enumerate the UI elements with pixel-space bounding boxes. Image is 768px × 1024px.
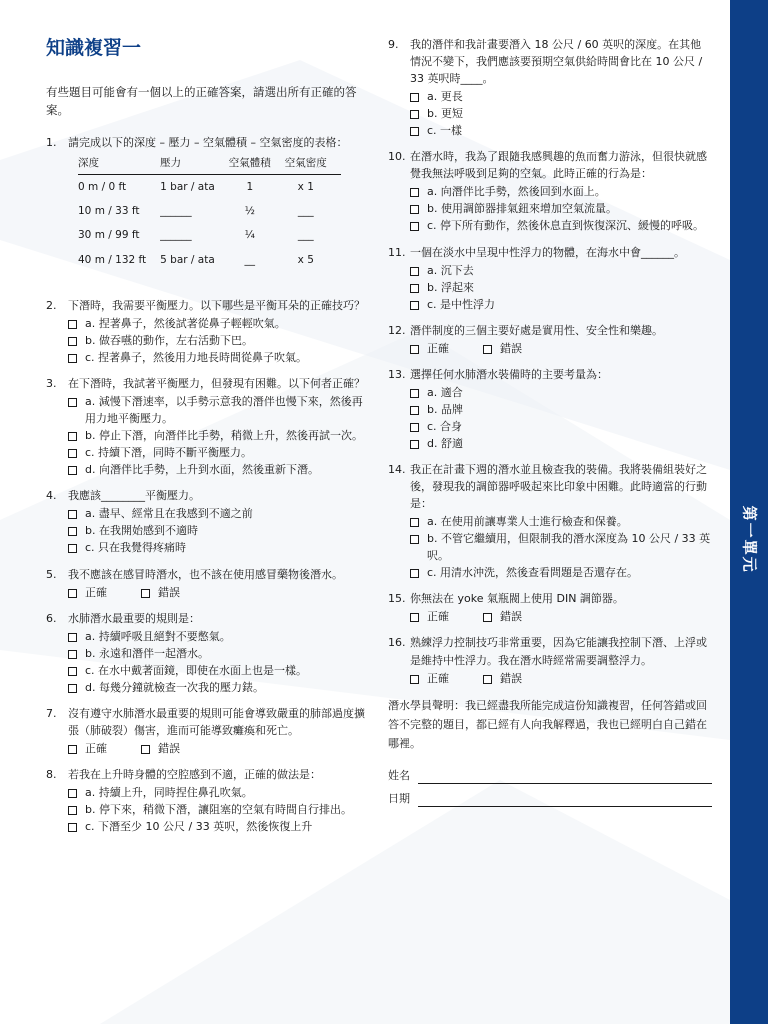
- true-option[interactable]: 正確: [410, 340, 449, 357]
- question-12: [388, 322, 712, 357]
- checkbox[interactable]: [410, 535, 419, 544]
- answer-option[interactable]: b. 停下來，稍微下潛，讓阻塞的空氣有時間自行排出。: [68, 801, 368, 818]
- table-cell: x 1: [297, 180, 314, 193]
- question-7: [46, 705, 368, 757]
- question-15: [388, 590, 712, 625]
- question-text: 你無法在 yoke 氣瓶閥上使用 DIN 調節器。: [410, 592, 624, 606]
- answer-option[interactable]: a. 持續上升，同時捏住鼻孔吹氣。: [68, 784, 368, 801]
- table-row: [78, 199, 341, 223]
- question-1: [46, 134, 368, 273]
- answer-option[interactable]: d. 舒適: [410, 435, 712, 452]
- table-cell[interactable]: ______: [160, 229, 192, 242]
- table-cell[interactable]: ___: [297, 205, 314, 218]
- answer-option[interactable]: c. 下潛至少 10 公尺 / 33 英呎，然後恢復上升: [68, 818, 368, 835]
- checkbox[interactable]: [68, 789, 77, 798]
- table-cell: 1 bar / ata: [160, 180, 215, 193]
- question-text: 潛伴制度的三個主要好處是實用性、安全性和樂趣。: [410, 323, 663, 337]
- question-text: 我正在計畫下週的潛水並且檢查我的裝備。我將裝備組裝好之後，發現我的調節器呼吸起來比印象中困難。此時適當的行動是：: [410, 463, 707, 511]
- date-label: 日期: [388, 792, 410, 806]
- table-row: [78, 174, 341, 199]
- answer-option[interactable]: b. 永遠和潛伴一起潛水。: [68, 645, 368, 662]
- checkbox[interactable]: [141, 745, 150, 754]
- question-text: 水肺潛水最重要的規則是：: [68, 611, 200, 625]
- answer-option[interactable]: b. 停止下潛，向潛伴比手勢，稍微上升，然後再試一次。: [68, 427, 368, 444]
- false-option[interactable]: 錯誤: [483, 608, 522, 625]
- right-column: [388, 36, 712, 807]
- question-10: [388, 148, 712, 234]
- checkbox[interactable]: [410, 345, 419, 354]
- question-number: 13.: [388, 367, 406, 381]
- checkbox[interactable]: [68, 589, 77, 598]
- answer-option[interactable]: d. 向潛伴比手勢，上升到水面，然後重新下潛。: [68, 461, 368, 478]
- question-number: 16.: [388, 636, 406, 650]
- depth-table: [78, 155, 341, 272]
- checkbox[interactable]: [483, 675, 492, 684]
- answer-option[interactable]: d. 每幾分鐘就檢查一次我的壓力錶。: [68, 679, 368, 696]
- answer-option[interactable]: a. 盡早、經常且在我感到不適之前: [68, 505, 368, 522]
- question-text: 我應該________平衡壓力。: [68, 489, 200, 503]
- checkbox[interactable]: [68, 354, 77, 363]
- checkbox[interactable]: [483, 613, 492, 622]
- checkbox[interactable]: [68, 745, 77, 754]
- answer-option[interactable]: b. 做吞嚥的動作，左右活動下巴。: [68, 332, 368, 349]
- date-signature-field[interactable]: [388, 790, 712, 807]
- intro-text: 有些題目可能會有一個以上的正確答案，請選出所有正確的答案。: [46, 84, 357, 118]
- question-text: 請完成以下的深度 – 壓力 – 空氣體積 – 空氣密度的表格：: [68, 136, 348, 150]
- checkbox[interactable]: [410, 127, 419, 136]
- question-text: 下潛時，我需要平衡壓力。以下哪些是平衡耳朵的正確技巧？: [68, 298, 365, 312]
- checkbox[interactable]: [483, 345, 492, 354]
- name-line[interactable]: [418, 771, 712, 784]
- table-cell: ½: [244, 205, 255, 218]
- checkbox[interactable]: [68, 432, 77, 441]
- checkbox[interactable]: [410, 93, 419, 102]
- question-number: 6.: [46, 611, 57, 625]
- answer-option[interactable]: a. 更長: [410, 88, 712, 105]
- answer-option[interactable]: a. 沉下去: [410, 262, 712, 279]
- checkbox[interactable]: [410, 613, 419, 622]
- answer-option[interactable]: b. 在我開始感到不適時: [68, 522, 368, 539]
- question-text: 一個在淡水中呈現中性浮力的物體，在海水中會______。: [410, 245, 685, 259]
- checkbox[interactable]: [68, 684, 77, 693]
- question-9: [388, 36, 712, 139]
- question-text: 沒有遵守水肺潛水最重要的規則可能會導致嚴重的肺部過度擴張（肺破裂）傷害，進而可能導致癱瘓和死亡。: [68, 706, 365, 737]
- checkbox[interactable]: [410, 205, 419, 214]
- question-number: 12.: [388, 323, 406, 337]
- table-cell[interactable]: ___: [297, 229, 314, 242]
- question-11: [388, 244, 712, 313]
- question-13: [388, 366, 712, 452]
- checkbox[interactable]: [410, 188, 419, 197]
- checkbox[interactable]: [68, 337, 77, 346]
- question-number: 5.: [46, 567, 57, 581]
- table-row: [78, 248, 341, 272]
- table-cell: x 5: [297, 253, 314, 266]
- table-cell: 5 bar / ata: [160, 253, 215, 266]
- table-cell[interactable]: ______: [160, 205, 192, 218]
- question-4: [46, 487, 368, 556]
- checkbox[interactable]: [68, 806, 77, 815]
- answer-option[interactable]: a. 適合: [410, 384, 712, 401]
- checkbox[interactable]: [410, 569, 419, 578]
- table-cell: 30 m / 99 ft: [78, 229, 140, 242]
- table-cell: 10 m / 33 ft: [78, 205, 140, 218]
- question-text: 若我在上升時身體的空腔感到不適，正確的做法是：: [68, 767, 321, 781]
- table-row: [78, 223, 341, 247]
- question-text: 在下潛時，我試著平衡壓力，但發現有困難。以下何者正確？: [68, 377, 365, 391]
- answer-option[interactable]: a. 減慢下潛速率，以手勢示意我的潛伴也慢下來，然後再用力地平衡壓力。: [68, 393, 368, 427]
- checkbox[interactable]: [68, 398, 77, 407]
- checkbox[interactable]: [68, 466, 77, 475]
- answer-option[interactable]: c. 是中性浮力: [410, 296, 712, 313]
- answer-option[interactable]: c. 捏著鼻子，然後用力地長時間從鼻子吹氣。: [68, 349, 368, 366]
- question-3: [46, 375, 368, 478]
- answer-option[interactable]: b. 浮起來: [410, 279, 712, 296]
- table-header: 空氣密度: [285, 155, 341, 175]
- answer-option[interactable]: b. 品牌: [410, 401, 712, 418]
- false-option[interactable]: 錯誤: [483, 340, 522, 357]
- answer-option[interactable]: a. 捏著鼻子，然後試著從鼻子輕輕吹氣。: [68, 315, 368, 332]
- checkbox[interactable]: [68, 667, 77, 676]
- answer-option[interactable]: c. 只在我覺得疼痛時: [68, 539, 368, 556]
- checkbox[interactable]: [410, 267, 419, 276]
- table-header: 深度: [78, 155, 160, 175]
- name-signature-field[interactable]: [388, 767, 712, 784]
- false-option[interactable]: 錯誤: [483, 670, 522, 687]
- checkbox[interactable]: [410, 110, 419, 119]
- question-8: [46, 766, 368, 835]
- question-text: 在潛水時，我為了跟隨我感興趣的魚而奮力游泳，但很快就感覺我無法呼吸到足夠的空氣。此時正確的行為是：: [410, 150, 707, 181]
- question-6: [46, 610, 368, 696]
- answer-option[interactable]: c. 持續下潛，同時不斷平衡壓力。: [68, 444, 368, 461]
- answer-option[interactable]: b. 更短: [410, 105, 712, 122]
- answer-option[interactable]: c. 合身: [410, 418, 712, 435]
- checkbox[interactable]: [68, 544, 77, 553]
- answer-option[interactable]: c. 在水中戴著面鏡，即使在水面上也是一樣。: [68, 662, 368, 679]
- table-cell: ¼: [244, 229, 255, 242]
- answer-option[interactable]: b. 使用調節器排氣鈕來增加空氣流量。: [410, 200, 712, 217]
- question-5: [46, 566, 368, 601]
- checkbox[interactable]: [410, 222, 419, 231]
- checkbox[interactable]: [68, 527, 77, 536]
- question-number: 7.: [46, 706, 57, 720]
- checkbox[interactable]: [68, 650, 77, 659]
- table-header: 空氣體積: [229, 155, 285, 175]
- question-14: [388, 461, 712, 581]
- answer-option[interactable]: c. 用清水沖洗，然後查看問題是否還存在。: [410, 564, 712, 581]
- checkbox[interactable]: [68, 510, 77, 519]
- question-number: 11.: [388, 245, 406, 259]
- question-text: 我不應該在感冒時潛水，也不該在使用感冒藥物後潛水。: [68, 567, 343, 581]
- question-text: 選擇任何水肺潛水裝備時的主要考量為：: [410, 367, 608, 381]
- false-option[interactable]: 錯誤: [141, 740, 180, 757]
- answer-option[interactable]: a. 向潛伴比手勢，然後回到水面上。: [410, 183, 712, 200]
- true-option[interactable]: 正確: [410, 670, 449, 687]
- answer-option[interactable]: a. 持續呼吸且絕對不要憋氣。: [68, 628, 368, 645]
- checkbox[interactable]: [410, 675, 419, 684]
- question-number: 10.: [388, 150, 406, 164]
- question-number: 3.: [46, 377, 57, 391]
- checkbox[interactable]: [68, 633, 77, 642]
- checkbox[interactable]: [141, 589, 150, 598]
- true-option[interactable]: 正確: [410, 608, 449, 625]
- true-option[interactable]: 正確: [68, 740, 107, 757]
- question-number: 8.: [46, 767, 57, 781]
- checkbox[interactable]: [68, 320, 77, 329]
- answer-option[interactable]: c. 一樣: [410, 122, 712, 139]
- true-option[interactable]: 正確: [68, 584, 107, 601]
- table-cell: 0 m / 0 ft: [78, 180, 127, 193]
- question-number: 9.: [388, 38, 399, 51]
- false-option[interactable]: 錯誤: [141, 584, 180, 601]
- table-cell: 40 m / 132 ft: [78, 253, 147, 266]
- checkbox[interactable]: [410, 423, 419, 432]
- answer-option[interactable]: c. 停下所有動作，然後休息直到恢復深沉、緩慢的呼吸。: [410, 217, 712, 234]
- question-text: 我的潛伴和我計畫要潛入 18 公尺 / 60 英呎的深度。在其他情況不變下，我們應該要預期空氣供給時間會比在 10 公尺 / 33 英呎時____。: [410, 38, 703, 86]
- answer-option[interactable]: a. 在使用前讓專業人士進行檢查和保養。: [410, 513, 712, 530]
- checkbox[interactable]: [68, 823, 77, 832]
- left-column: [46, 36, 368, 844]
- checkbox[interactable]: [68, 449, 77, 458]
- table-cell: 1: [246, 180, 254, 193]
- question-2: [46, 297, 368, 366]
- question-number: 15.: [388, 592, 406, 606]
- checkbox[interactable]: [410, 518, 419, 527]
- checkbox[interactable]: [410, 301, 419, 310]
- table-cell[interactable]: __: [244, 253, 256, 266]
- sidebar: [730, 0, 768, 1024]
- question-number: 2.: [46, 298, 57, 312]
- question-text: 熟練浮力控制技巧非常重要，因為它能讓我控制下潛、上浮或是維持中性浮力。我在潛水時經常需要調整浮力。: [410, 636, 707, 667]
- question-number: 1.: [46, 136, 57, 150]
- checkbox[interactable]: [410, 389, 419, 398]
- question-number: 4.: [46, 489, 57, 503]
- answer-option[interactable]: b. 不管它繼續用，但限制我的潛水深度為 10 公尺 / 33 英呎。: [410, 530, 712, 564]
- student-declaration: 潛水學員聲明：我已經盡我所能完成這份知識複習，任何答錯或回答不完整的題目，都已經有人向我解釋過，我也已經明白自己錯在哪裡。: [388, 698, 707, 751]
- question-16: [388, 634, 712, 686]
- checkbox[interactable]: [410, 406, 419, 415]
- table-header: 壓力: [160, 155, 229, 175]
- date-line[interactable]: [418, 794, 712, 807]
- name-label: 姓名: [388, 769, 410, 783]
- checkbox[interactable]: [410, 284, 419, 293]
- page-title: 知識複習一: [46, 37, 142, 59]
- checkbox[interactable]: [410, 440, 419, 449]
- unit-label: 第一單元: [740, 505, 759, 575]
- question-number: 14.: [388, 463, 406, 477]
